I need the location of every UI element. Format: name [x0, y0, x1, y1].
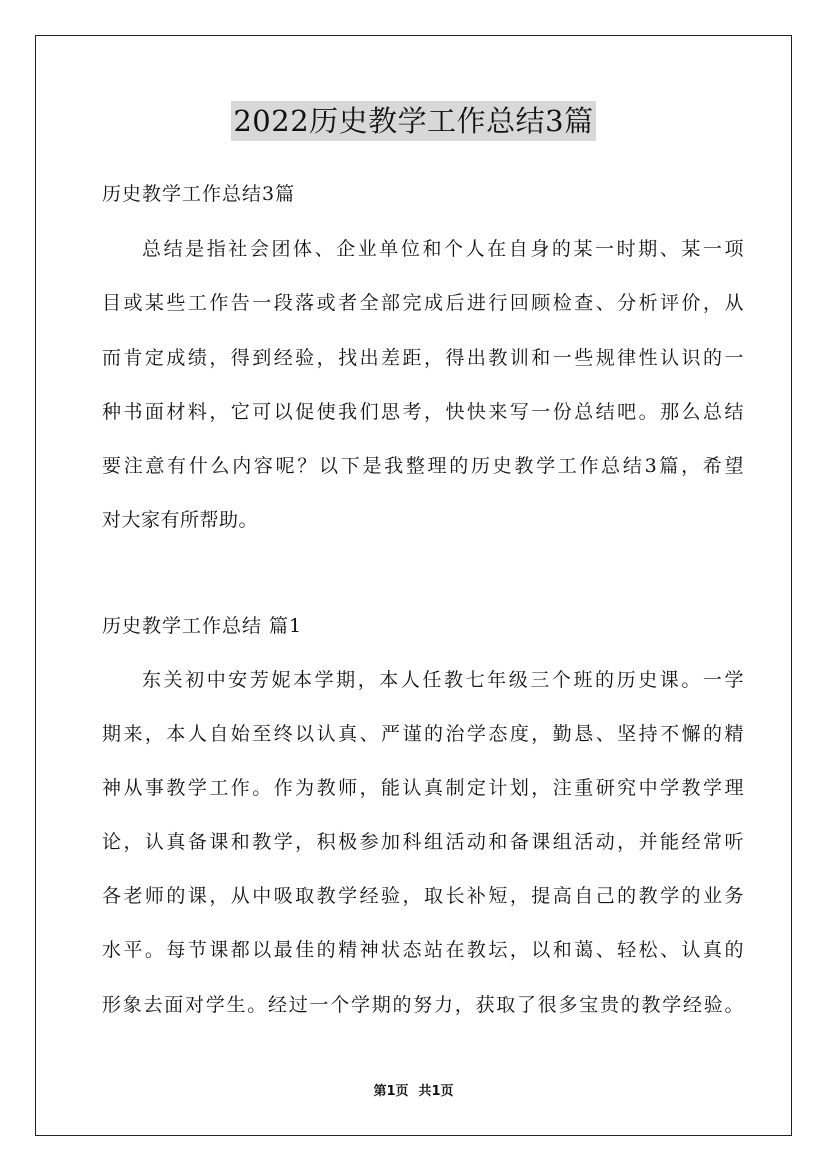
title-container	[0, 101, 827, 141]
section1-line: 东关初中安芳妮本学期，本人任教七年级三个班的历史课。一学	[142, 669, 744, 691]
section1-line: 论，认真备课和教学，积极参加科组活动和备课组活动，并能经常听	[102, 831, 744, 853]
section1-heading: 历史教学工作总结 篇1	[102, 615, 303, 637]
intro-heading: 历史教学工作总结3篇	[102, 183, 296, 205]
intro-line: 要注意有什么内容呢？以下是我整理的历史教学工作总结3篇，希望	[102, 455, 744, 477]
section1-line: 形象去面对学生。经过一个学期的努力，获取了很多宝贵的教学经验。	[102, 994, 744, 1016]
document-title: 2022历史教学工作总结3篇	[231, 101, 595, 141]
section1-line: 神从事教学工作。作为教师，能认真制定计划，注重研究中学教学理	[102, 777, 744, 799]
page-number: 第1页	[373, 1084, 409, 1099]
section1-line: 各老师的课，从中吸取教学经验，取长补短，提高自己的教学的业务	[102, 885, 744, 907]
section1-line: 水平。每节课都以最佳的精神状态站在教坛，以和蔼、轻松、认真的	[102, 939, 744, 961]
intro-line: 种书面材料，它可以促使我们思考，快快来写一份总结吧。那么总结	[102, 401, 744, 423]
intro-line: 而肯定成绩，得到经验，找出差距，得出教训和一些规律性认识的一	[102, 347, 744, 369]
section1-line: 期来，本人自始至终以认真、严谨的治学态度，勤恳、坚持不懈的精	[102, 723, 744, 745]
page-total: 共1页	[418, 1084, 454, 1099]
page-footer	[0, 1084, 827, 1100]
intro-line: 总结是指社会团体、企业单位和个人在自身的某一时期、某一项	[142, 238, 744, 260]
intro-line: 目或某些工作告一段落或者全部完成后进行回顾检查、分析评价，从	[102, 292, 744, 314]
intro-line: 对大家有所帮助。	[102, 509, 259, 531]
